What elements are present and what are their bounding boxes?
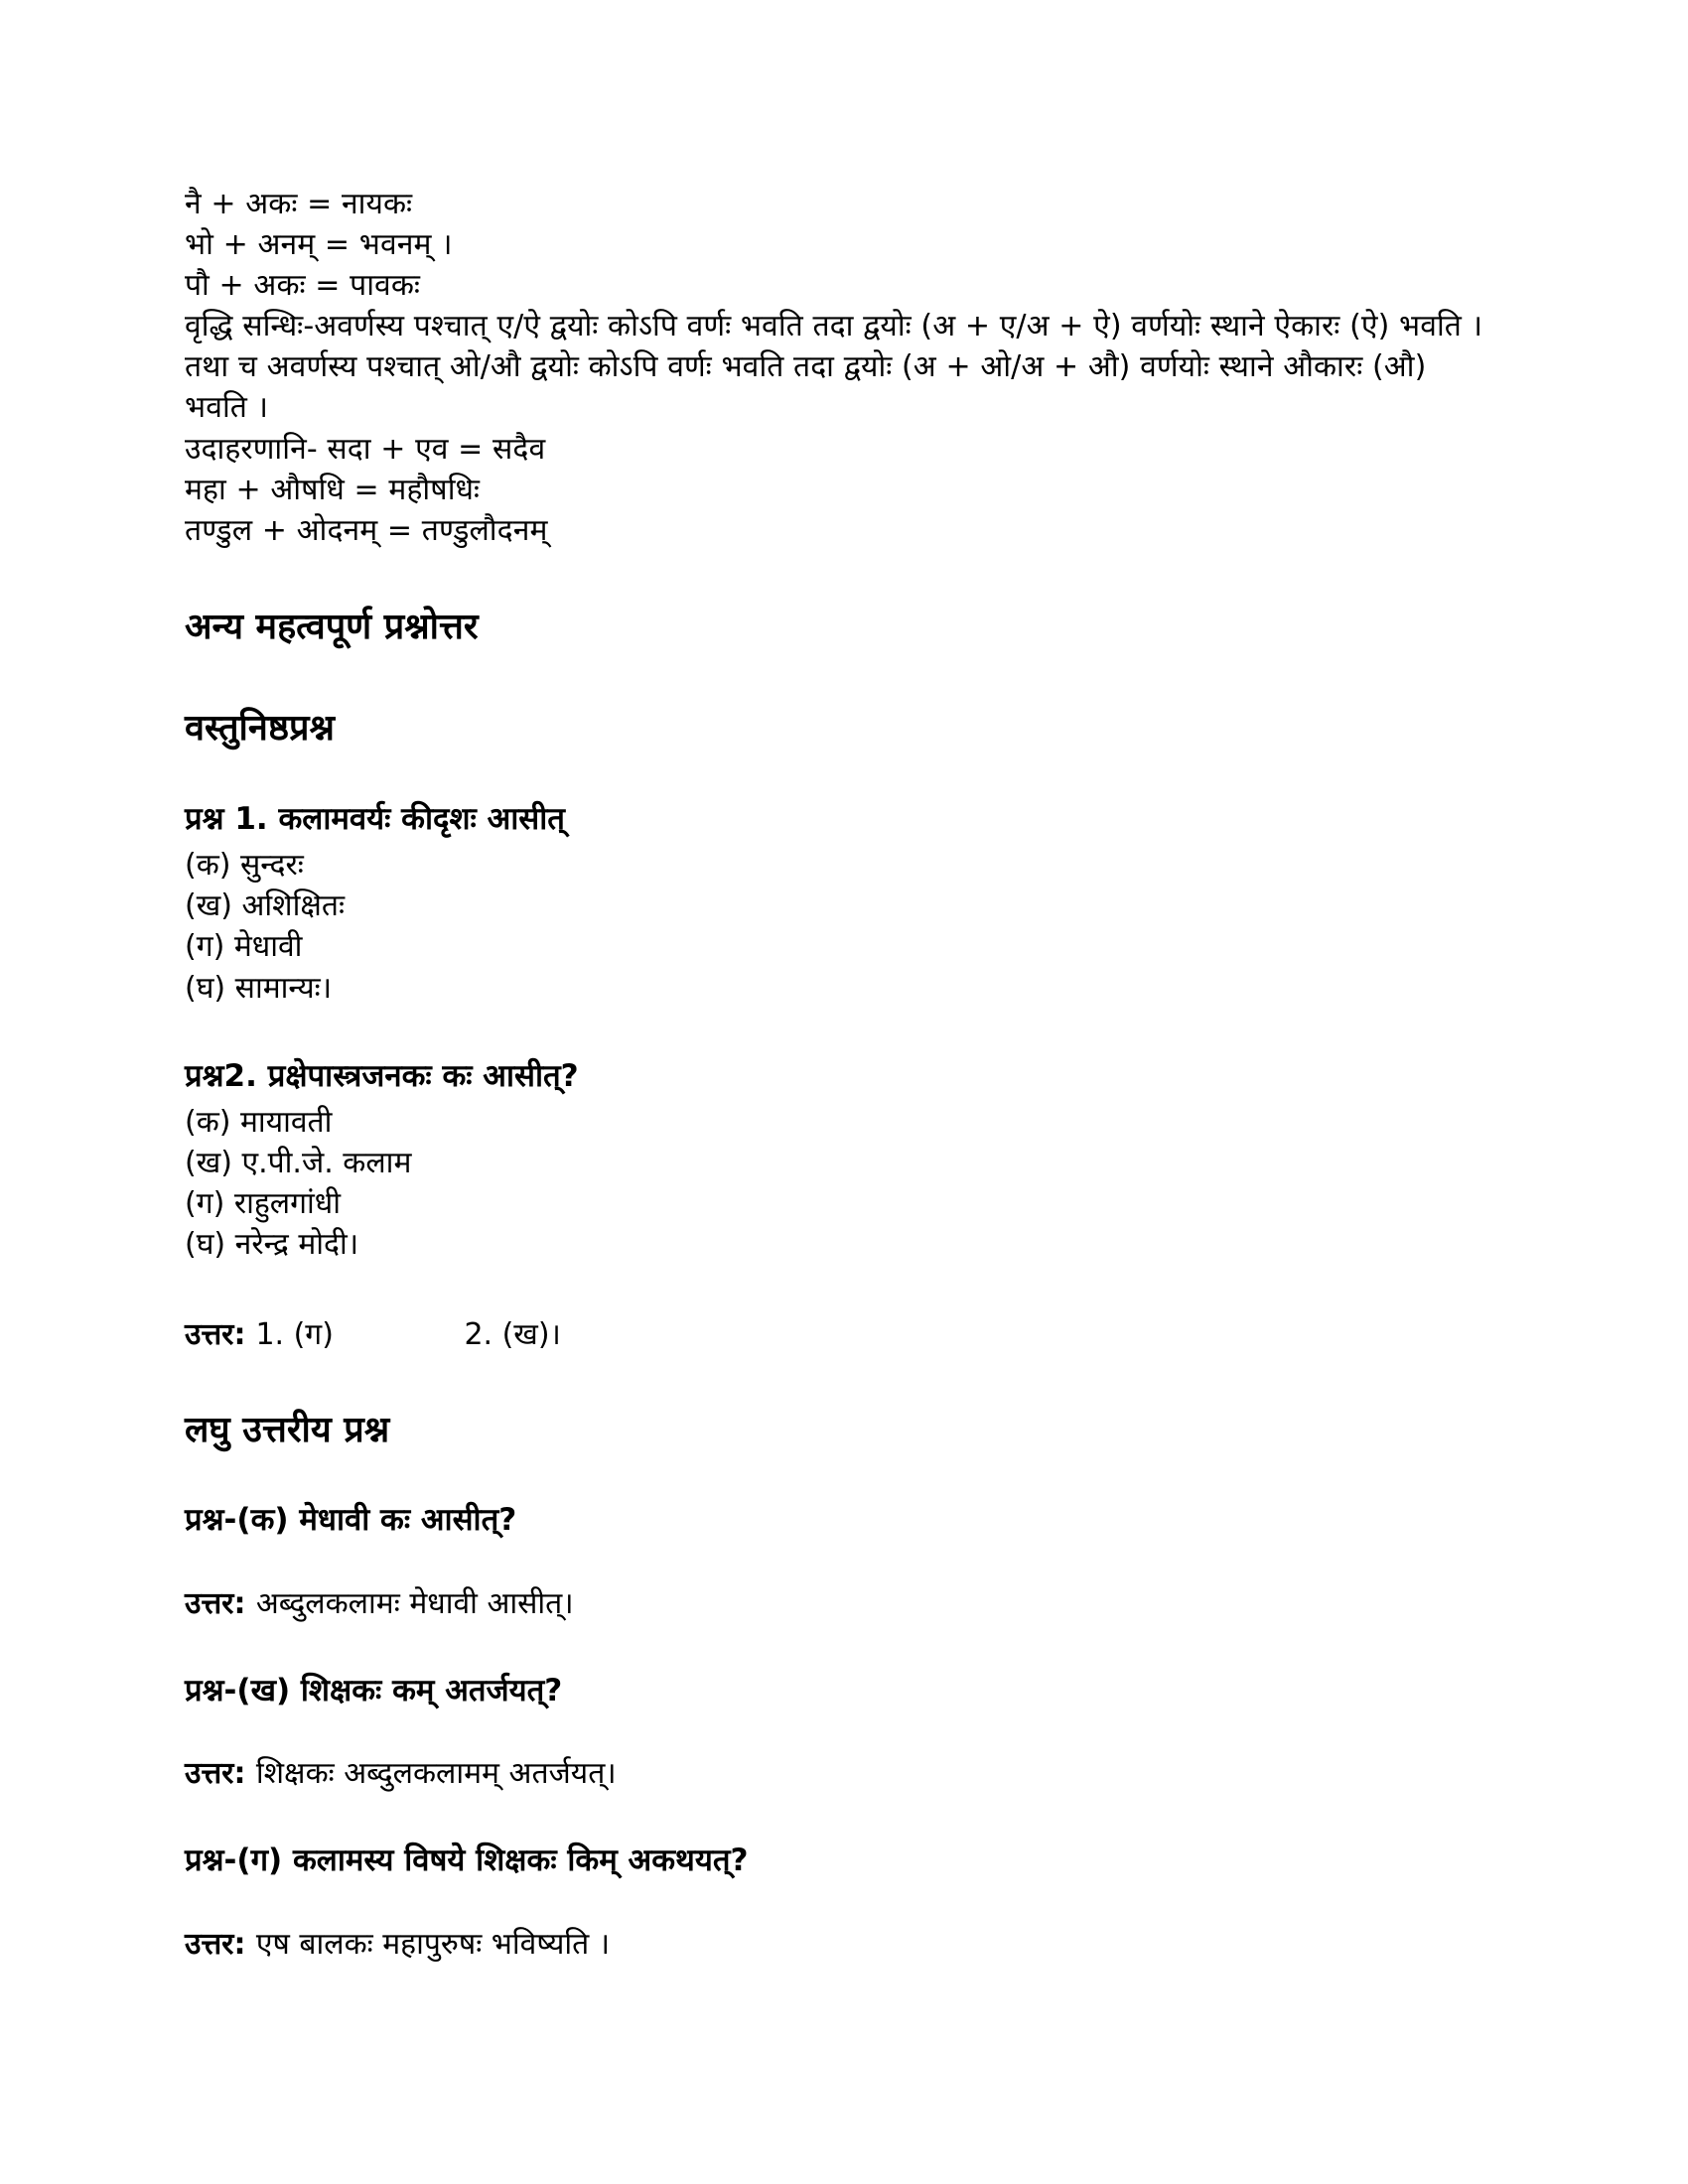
short-question-ga: प्रश्न-(ग) कलामस्य विषये शिक्षकः किम् अकथयत्? <box>185 1843 749 1879</box>
option-item[interactable]: (ग) राहुलगांधी <box>185 1185 342 1221</box>
short-question-ka: प्रश्न-(क) मेधावी कः आसीत्? <box>185 1501 517 1538</box>
option-item[interactable]: (ख) अशिक्षितः <box>185 888 346 924</box>
short-answer-ga <box>185 1924 1495 1966</box>
objective-answers-row <box>185 1312 1495 1353</box>
answer-label: उत्तर: <box>185 1316 246 1352</box>
answer-text: शिक्षकः अब्दुलकलामम् अतर्जयत्। <box>255 1756 617 1792</box>
sandhi-example-line: तण्डुल + ओदनम् = तण्डुलौदनम् <box>185 512 548 548</box>
objective-questions-heading: वस्तुनिष्ठप्रश्न <box>185 707 335 749</box>
answer-label: उत्तर: <box>185 1756 256 1792</box>
short-answer-kha <box>185 1753 1495 1795</box>
objective-question-2: प्रश्न2. प्रक्षेपास्त्रजनकः कः आसीत्? <box>185 1057 579 1094</box>
option-item[interactable]: (ग) मेधावी <box>185 929 303 965</box>
short-question-kha: प्रश्न-(ख) शिक्षकः कम् अतर्जयत्? <box>185 1672 563 1708</box>
short-answer-heading: लघु उत्तरीय प्रश्न <box>185 1409 390 1450</box>
sandhi-examples-top <box>185 184 1495 551</box>
option-item[interactable]: (ख) ए.पी.जे. कलाम <box>185 1145 412 1180</box>
sandhi-example-line: महा + औषधि = महौषधिः <box>185 472 481 507</box>
objective-question-1: प्रश्न 1. कलामवर्यः कीदृशः आसीत् <box>185 801 565 838</box>
sandhi-example-line: भो + अनम् = भवनम् । <box>185 227 453 263</box>
answer-label: उत्तर: <box>185 1585 256 1621</box>
option-item[interactable]: (घ) सामान्यः। <box>185 970 333 1006</box>
option-item[interactable]: (घ) नरेन्द्र मोदी। <box>185 1226 359 1262</box>
answer-text: अब्दुलकलामः मेधावी आसीत्। <box>255 1585 574 1621</box>
objective-question-2-options <box>185 1102 1495 1265</box>
short-answer-ka <box>185 1583 1495 1625</box>
sandhi-example-line: पौ + अकः = पावकः <box>185 268 421 304</box>
answer-label: उत्तर: <box>185 1927 256 1963</box>
page-content <box>185 184 1495 1966</box>
option-item[interactable]: (क) मायावती <box>185 1104 333 1140</box>
objective-question-1-options <box>185 845 1495 1008</box>
section-title: अन्य महत्वपूर्ण प्रश्नोत्तर <box>185 606 479 647</box>
sandhi-example-line: नै + अकः = नायकः <box>185 187 413 221</box>
answer-item-2: 2. (ख)। <box>464 1316 561 1352</box>
answer-item-1: 1. (ग) <box>255 1316 334 1352</box>
vriddhi-sandhi-rule: वृद्धि सन्धिः-अवर्णस्य पश्चात् ए/ऐ द्वयोः कोऽपि वर्णः भवति तदा द्वयोः (अ + ए/अ + ऐ) वर्णयोः स्थाने ऐकारः (ऐ) भवति । तथा च अवर्णस्य पश्चात् ओ/औ द्वयोः कोऽपि वर्णः भवति तदा द्वयोः (अ + ओ/अ + औ) वर्णयोः स्थाने औकारः (औ) भवति । <box>185 309 1483 426</box>
answer-text: एष बालकः महापुरुषः भविष्यति । <box>255 1927 611 1963</box>
option-item[interactable]: (क) सुन्दरः <box>185 848 304 884</box>
examples-label-line: उदाहरणानि- सदा + एव = सदैव <box>185 431 546 467</box>
